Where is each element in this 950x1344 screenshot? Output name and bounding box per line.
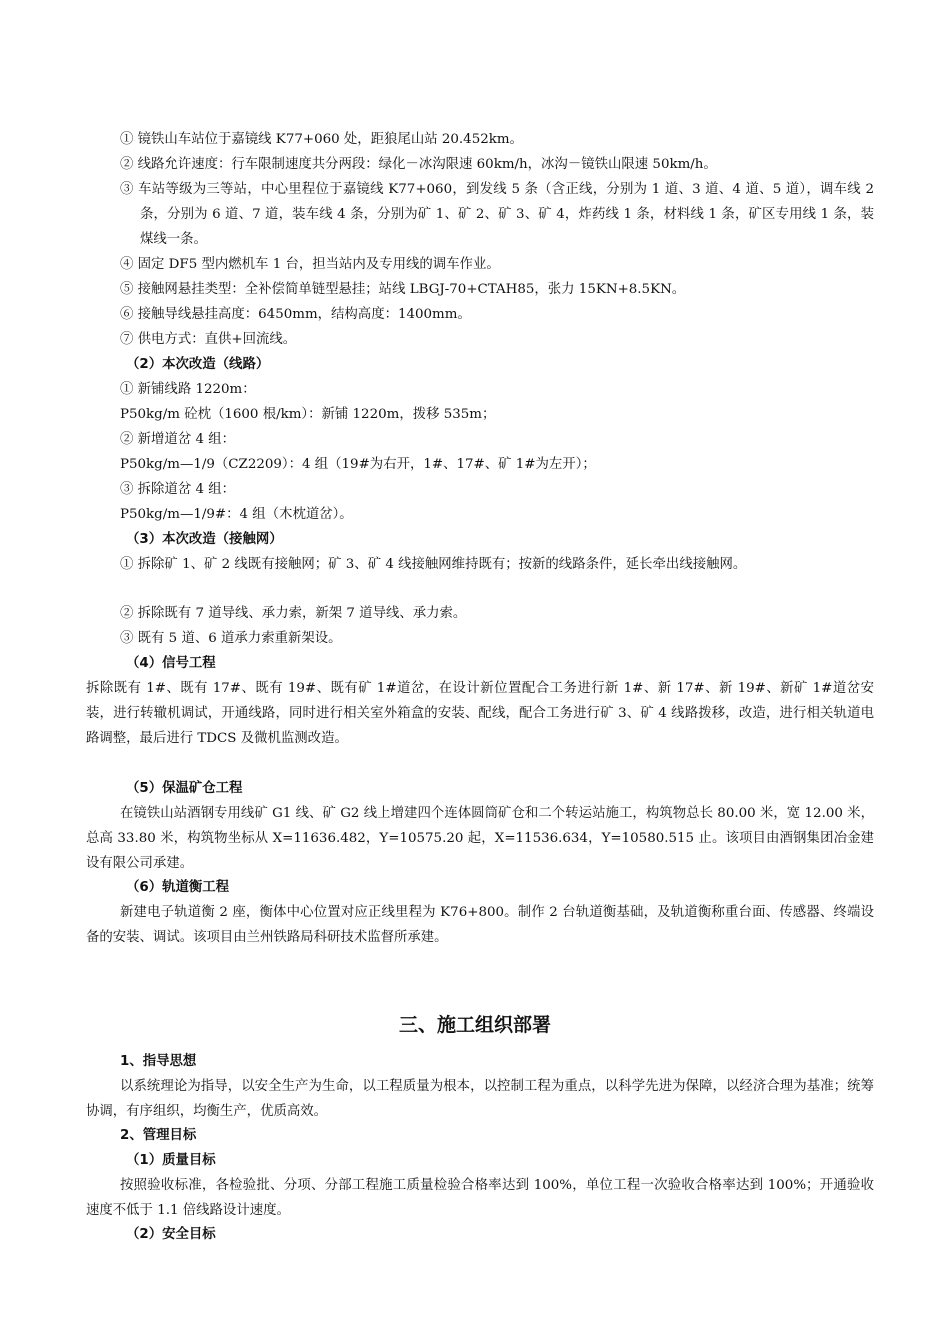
paragraph: ⑥ 接触导线悬挂高度：6450mm，结构高度：1400mm。	[120, 307, 471, 322]
paragraph: 以系统理论为指导，以安全生产为生命，以工程质量为根本，以控制工程为重点，以科学先进为保障，以经济合理为基准；统筹协调，有序组织，均衡生产，优质高效。	[86, 1079, 874, 1119]
paragraph: 按照验收标准，各检验批、分项、分部工程施工质量检验合格率达到 100%，单位工程一次验收合格率达到 100%；开通验收速度不低于 1.1 倍线路设计速度。	[86, 1178, 874, 1218]
paragraph: P50kg/m 砼枕（1600 根/km）：新铺 1220m，拨移 535m；	[120, 407, 496, 422]
section-heading: 2、管理目标	[120, 1128, 197, 1143]
paragraph: 拆除既有 1#、既有 17#、既有 19#、既有矿 1#道岔，在设计新位置配合工务进行新 1#、新 17#、新 19#、新矿 1#道岔安装，进行转辙机调试，开通线路，同时进行相关室外箱盒的安装、配线，配合工务进行矿 3、矿 4 线路拨移，改造，进行相关轨道电路调整，最后进行 TDCS 及微机监测改造。	[86, 681, 874, 746]
paragraph: ③ 拆除道岔 4 组：	[120, 482, 236, 497]
section-heading: （6）轨道衡工程	[126, 880, 230, 895]
paragraph: P50kg/m—1/9（CZ2209）：4 组（19#为右开，1#、17#、矿 1#为左开）；	[120, 457, 596, 472]
section-heading: （1）质量目标	[126, 1153, 216, 1168]
section-heading: （2）安全目标	[126, 1227, 216, 1242]
section-heading: （2）本次改造（线路）	[126, 357, 270, 372]
paragraph: ② 新增道岔 4 组：	[120, 432, 236, 447]
section-heading: （3）本次改造（接触网）	[126, 532, 283, 547]
paragraph: ④ 固定 DF5 型内燃机车 1 台，担当站内及专用线的调车作业。	[120, 257, 500, 272]
paragraph: ⑤ 接触网悬挂类型：全补偿简单链型悬挂；站线 LBGJ-70+CTAH85，张力 15KN+8.5KN。	[120, 282, 686, 297]
paragraph: ⑦ 供电方式：直供+回流线。	[120, 332, 297, 347]
paragraph: 新建电子轨道衡 2 座，衡体中心位置对应正线里程为 K76+800。制作 2 台轨道衡基础，及轨道衡称重台面、传感器、终端设备的安装、调试。该项目由兰州铁路局科研技术监督所承建。	[86, 905, 874, 945]
section-heading: （5）保温矿仓工程	[126, 781, 243, 796]
paragraph: ③ 既有 5 道、6 道承力索重新架设。	[120, 631, 342, 646]
section-heading: 1、指导思想	[120, 1054, 197, 1069]
paragraph: ③ 车站等级为三等站，中心里程位于嘉镜线 K77+060，到发线 5 条（含正线，分别为 1 道、3 道、4 道、5 道），调车线 2 条，分别为 6 道、7 道，装车线 4 条，分别为矿 1、矿 2、矿 3、矿 4，炸药线 1 条，材料线 1 条，矿区专用线 1 条，装煤线一条。	[120, 182, 874, 247]
section-heading: （4）信号工程	[126, 656, 216, 671]
paragraph: ② 拆除既有 7 道导线、承力索，新架 7 道导线、承力索。	[120, 606, 467, 621]
paragraph: ① 新铺线路 1220m：	[120, 382, 256, 397]
paragraph: ① 镜铁山车站位于嘉镜线 K77+060 处，距狼尾山站 20.452km。	[120, 132, 523, 147]
paragraph: ① 拆除矿 1、矿 2 线既有接触网；矿 3、矿 4 线接触网维持既有；按新的线路条件，延长牵出线接触网。	[120, 557, 747, 572]
paragraph: 在镜铁山站酒钢专用线矿 G1 线、矿 G2 线上增建四个连体圆筒矿仓和二个转运站施工，构筑物总长 80.00 米，宽 12.00 米，总高 33.80 米，构筑物坐标从 X=11636.482，Y=10575.20 起，X=11536.634，Y=10580.515 止。该项目由酒钢集团冶金建设有限公司承建。	[86, 806, 874, 871]
paragraph: P50kg/m—1/9#：4 组（木枕道岔）。	[120, 507, 353, 522]
chapter-title: 三、施工组织部署	[398, 1014, 551, 1036]
paragraph: ② 线路允许速度：行车限制速度共分两段：绿化－冰沟限速 60km/h，冰沟－镜铁山限速 50km/h。	[120, 157, 717, 172]
